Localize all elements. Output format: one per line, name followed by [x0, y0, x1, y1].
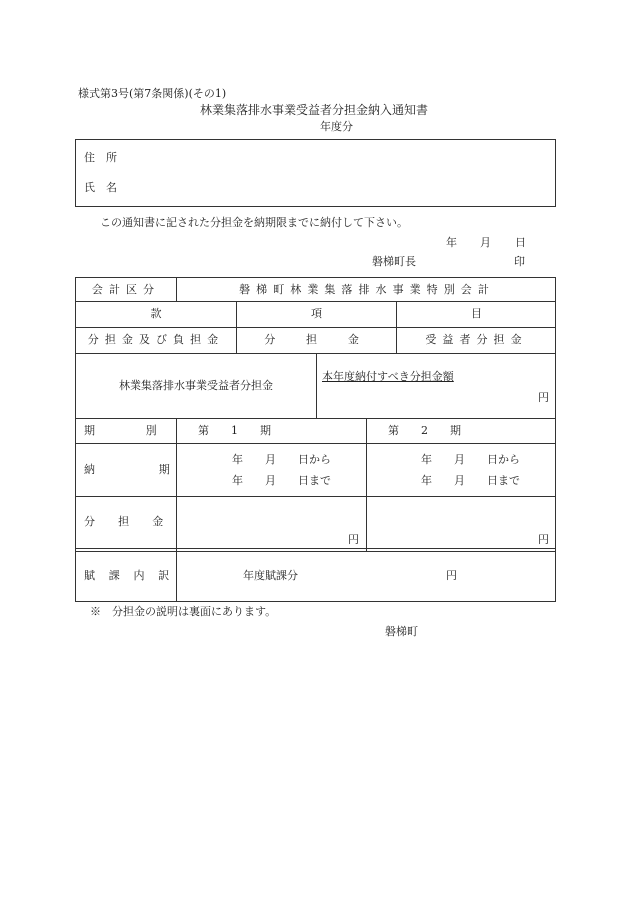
- accounting-value: 磐梯町林業集落排水事業特別会計: [239, 283, 495, 296]
- accounting-label: 会計区分: [91, 283, 161, 296]
- period-1: 第 1 期: [198, 424, 271, 437]
- table-col-line: [176, 277, 177, 302]
- amount-label: 分担金: [84, 515, 187, 528]
- fiscal-year-label: 年度分: [320, 120, 353, 133]
- period-2: 第 2 期: [388, 424, 461, 437]
- table-row-line: [75, 301, 556, 302]
- period-label: [84, 424, 208, 437]
- deadline-1-until: 年 月 日まで: [232, 474, 331, 487]
- deadline-2-until: 年 月 日まで: [421, 474, 520, 487]
- table-row-line: [75, 443, 556, 444]
- kan-label: 款: [150, 307, 162, 320]
- date-day: 日: [515, 236, 526, 249]
- name-label: 氏 名: [84, 181, 117, 194]
- table-row-line: [75, 551, 556, 552]
- kou-label: 項: [311, 307, 322, 320]
- deadline-label: 納期: [84, 463, 234, 476]
- notice-text: この通知書に記された分担金を納期限までに納付して下さい。: [100, 216, 408, 229]
- annual-levy-label: 年度賦課分: [243, 569, 298, 582]
- beneficiary-label: 受益者分担金: [425, 333, 528, 346]
- table-col-line: [316, 353, 317, 418]
- document-title: 林業集落排水事業受益者分担金納入通知書: [200, 103, 429, 117]
- yen-mark: 円: [538, 533, 549, 546]
- form-number: 様式第3号(第7条関係)(その1): [78, 87, 227, 100]
- burden-label: 分担金及び負担金: [87, 333, 225, 346]
- deadline-1-from: 年 月 日から: [232, 453, 331, 466]
- notice-table: [75, 277, 556, 602]
- date-year: 年: [446, 236, 457, 249]
- footer-note: ※ 分担金の説明は裏面にあります。: [90, 605, 277, 618]
- yen-mark: 円: [348, 533, 359, 546]
- table-row-line: [75, 496, 556, 497]
- charge-name: 林業集落排水事業受益者分担金: [119, 379, 273, 392]
- moku-label: 目: [471, 307, 482, 320]
- table-row-line: [75, 418, 556, 419]
- address-label: 住 所: [84, 151, 117, 164]
- table-row-line: [75, 327, 556, 328]
- date-month: 月: [480, 236, 491, 249]
- table-row-line: [75, 548, 556, 549]
- period-label-text: 期別: [84, 424, 208, 437]
- yen-mark: 円: [446, 569, 457, 582]
- footer-town: 磐梯町: [385, 625, 418, 638]
- seal-mark: 印: [514, 255, 525, 268]
- table-col-line: [366, 418, 367, 551]
- deadline-2-from: 年 月 日から: [421, 453, 520, 466]
- yen-mark: 円: [538, 391, 549, 404]
- issuer-mayor: 磐梯町長: [372, 255, 416, 268]
- bunntan-label: 分 担 金: [264, 333, 369, 346]
- annual-amount-label: 本年度納付すべき分担金額: [322, 370, 454, 383]
- breakdown-label: 賦課内訳: [84, 569, 183, 582]
- address-box: [75, 139, 556, 207]
